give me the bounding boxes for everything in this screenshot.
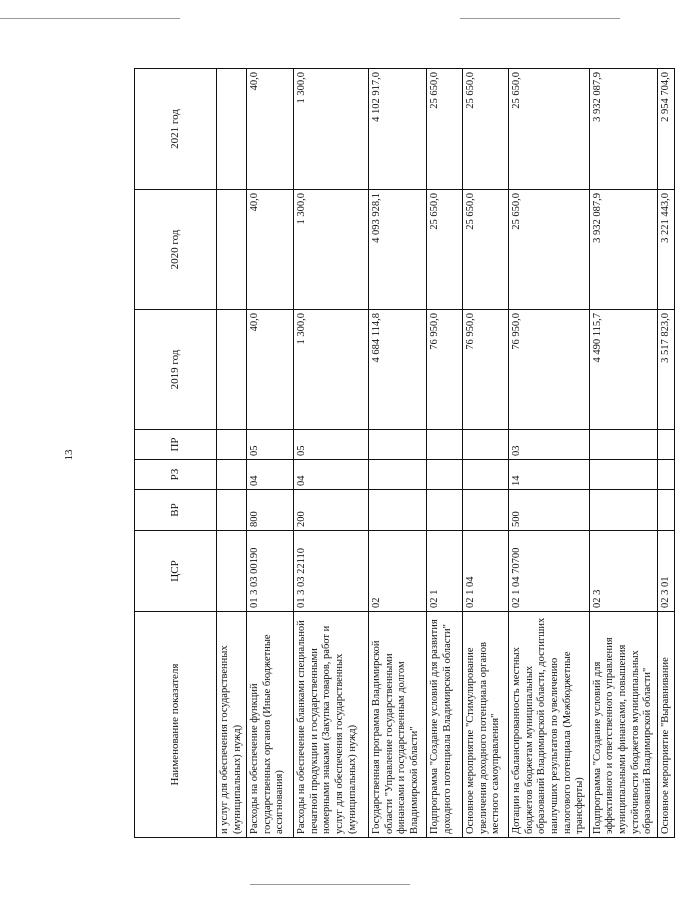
cell-rz: [427, 460, 463, 490]
cell-csr: 02 3: [589, 531, 657, 612]
table-row: [427, 69, 463, 838]
cell-vr: [369, 490, 427, 531]
cell-y2019: 76 950,0: [509, 310, 590, 430]
cell-y2020: 40,0: [247, 190, 294, 310]
cell-y2020: 1 300,0: [294, 190, 369, 310]
cell-y2021: 3 932 087,9: [589, 69, 657, 190]
cell-y2020: 3 221 443,0: [657, 190, 675, 310]
cell-y2019: [217, 310, 247, 430]
header-rz: РЗ: [135, 460, 217, 490]
cell-y2019: 4 490 115,7: [589, 310, 657, 430]
cell-name: Государственная программа Владимирской области "Управление государственными финансами и государственным долгом Владимирской области": [369, 612, 427, 838]
table-row: [509, 69, 590, 838]
cell-pr: [589, 430, 657, 460]
cell-y2019: 4 684 114,8: [369, 310, 427, 430]
cell-y2021: 25 650,0: [463, 69, 509, 190]
cell-rz: [657, 460, 675, 490]
cell-pr: [427, 430, 463, 460]
cell-y2020: [217, 190, 247, 310]
scan-mark: [460, 18, 620, 19]
cell-pr: [217, 430, 247, 460]
cell-y2021: 25 650,0: [427, 69, 463, 190]
cell-pr: [657, 430, 675, 460]
cell-y2020: 3 932 087,9: [589, 190, 657, 310]
cell-y2021: [217, 69, 247, 190]
header-2020: 2020 год: [135, 190, 217, 310]
cell-csr: 02 1 04 70700: [509, 531, 590, 612]
cell-rz: [463, 460, 509, 490]
cell-vr: [427, 490, 463, 531]
cell-rz: [369, 460, 427, 490]
budget-table-container: [134, 69, 671, 838]
cell-vr: 500: [509, 490, 590, 531]
cell-csr: [217, 531, 247, 612]
cell-vr: [463, 490, 509, 531]
cell-csr: 02 1 04: [463, 531, 509, 612]
cell-y2020: 25 650,0: [427, 190, 463, 310]
cell-rz: 04: [294, 460, 369, 490]
cell-csr: 01 3 03 00190: [247, 531, 294, 612]
cell-pr: [463, 430, 509, 460]
cell-csr: 02 3 01: [657, 531, 675, 612]
budget-table: [134, 68, 675, 838]
cell-rz: 14: [509, 460, 590, 490]
header-2021: 2021 год: [135, 69, 217, 190]
header-2019: 2019 год: [135, 310, 217, 430]
cell-rz: 04: [247, 460, 294, 490]
cell-rz: [217, 460, 247, 490]
cell-rz: [589, 460, 657, 490]
cell-y2019: 40,0: [247, 310, 294, 430]
cell-y2020: 25 650,0: [509, 190, 590, 310]
cell-pr: 05: [294, 430, 369, 460]
cell-name: Дотации на сбалансированность местных бюджетов бюджетам муниципальных образований Владимирской области, достигших наилучших результатов по увеличению налогового потенциала (Межбюджетные трансферты): [509, 612, 590, 838]
table-row: [247, 69, 294, 838]
header-name: Наименование показателя: [135, 612, 217, 838]
table-row: [589, 69, 657, 838]
cell-name: Расходы на обеспечение функций государственных органов (Иные бюджетные ассигнования): [247, 612, 294, 838]
table-row: [217, 69, 247, 838]
cell-pr: 05: [247, 430, 294, 460]
cell-vr: 200: [294, 490, 369, 531]
cell-y2019: 76 950,0: [463, 310, 509, 430]
table-row: [369, 69, 427, 838]
cell-y2019: 1 300,0: [294, 310, 369, 430]
cell-vr: [217, 490, 247, 531]
scan-mark: [0, 18, 180, 19]
cell-name: и услуг для обеспечения государственных (муниципальных) нужд): [217, 612, 247, 838]
cell-y2021: 4 102 917,0: [369, 69, 427, 190]
cell-y2021: 40,0: [247, 69, 294, 190]
header-csr: ЦСР: [135, 531, 217, 612]
cell-y2021: 1 300,0: [294, 69, 369, 190]
header-vr: ВР: [135, 490, 217, 531]
cell-csr: 02 1: [427, 531, 463, 612]
cell-name: Подпрограмма "Создание условий для эффективного и ответственного управления муниципальными финансами, повышения устойчивости бюджетов муниципальных образований Владимирской области": [589, 612, 657, 838]
table-header-row: [135, 69, 217, 838]
cell-vr: 800: [247, 490, 294, 531]
cell-pr: 03: [509, 430, 590, 460]
cell-name: Расходы на обеспечение бланками специальной печатной продукции и государственными номерными знаками (Закупка товаров, работ и услуг для обеспечения государственных (муниципальных) нужд): [294, 612, 369, 838]
cell-vr: [589, 490, 657, 531]
cell-y2021: 2 954 704,0: [657, 69, 675, 190]
cell-name: Подпрограмма "Создание условий для развития доходного потенциала Владимирской области": [427, 612, 463, 838]
cell-csr: 01 3 03 22110: [294, 531, 369, 612]
cell-name: Основное мероприятие "Выравнивание: [657, 612, 675, 838]
cell-y2020: 25 650,0: [463, 190, 509, 310]
cell-name: Основное мероприятие "Стимулирование увеличения доходного потенциала органов местного самоуправления": [463, 612, 509, 838]
table-row: [657, 69, 675, 838]
scan-mark: [250, 884, 410, 885]
cell-y2021: 25 650,0: [509, 69, 590, 190]
cell-csr: 02: [369, 531, 427, 612]
cell-y2019: 3 517 823,0: [657, 310, 675, 430]
cell-y2020: 4 093 928,1: [369, 190, 427, 310]
cell-vr: [657, 490, 675, 531]
page-number: 13: [63, 449, 75, 461]
table-row: [294, 69, 369, 838]
cell-pr: [369, 430, 427, 460]
header-pr: ПР: [135, 430, 217, 460]
cell-y2019: 76 950,0: [427, 310, 463, 430]
table-row: [463, 69, 509, 838]
